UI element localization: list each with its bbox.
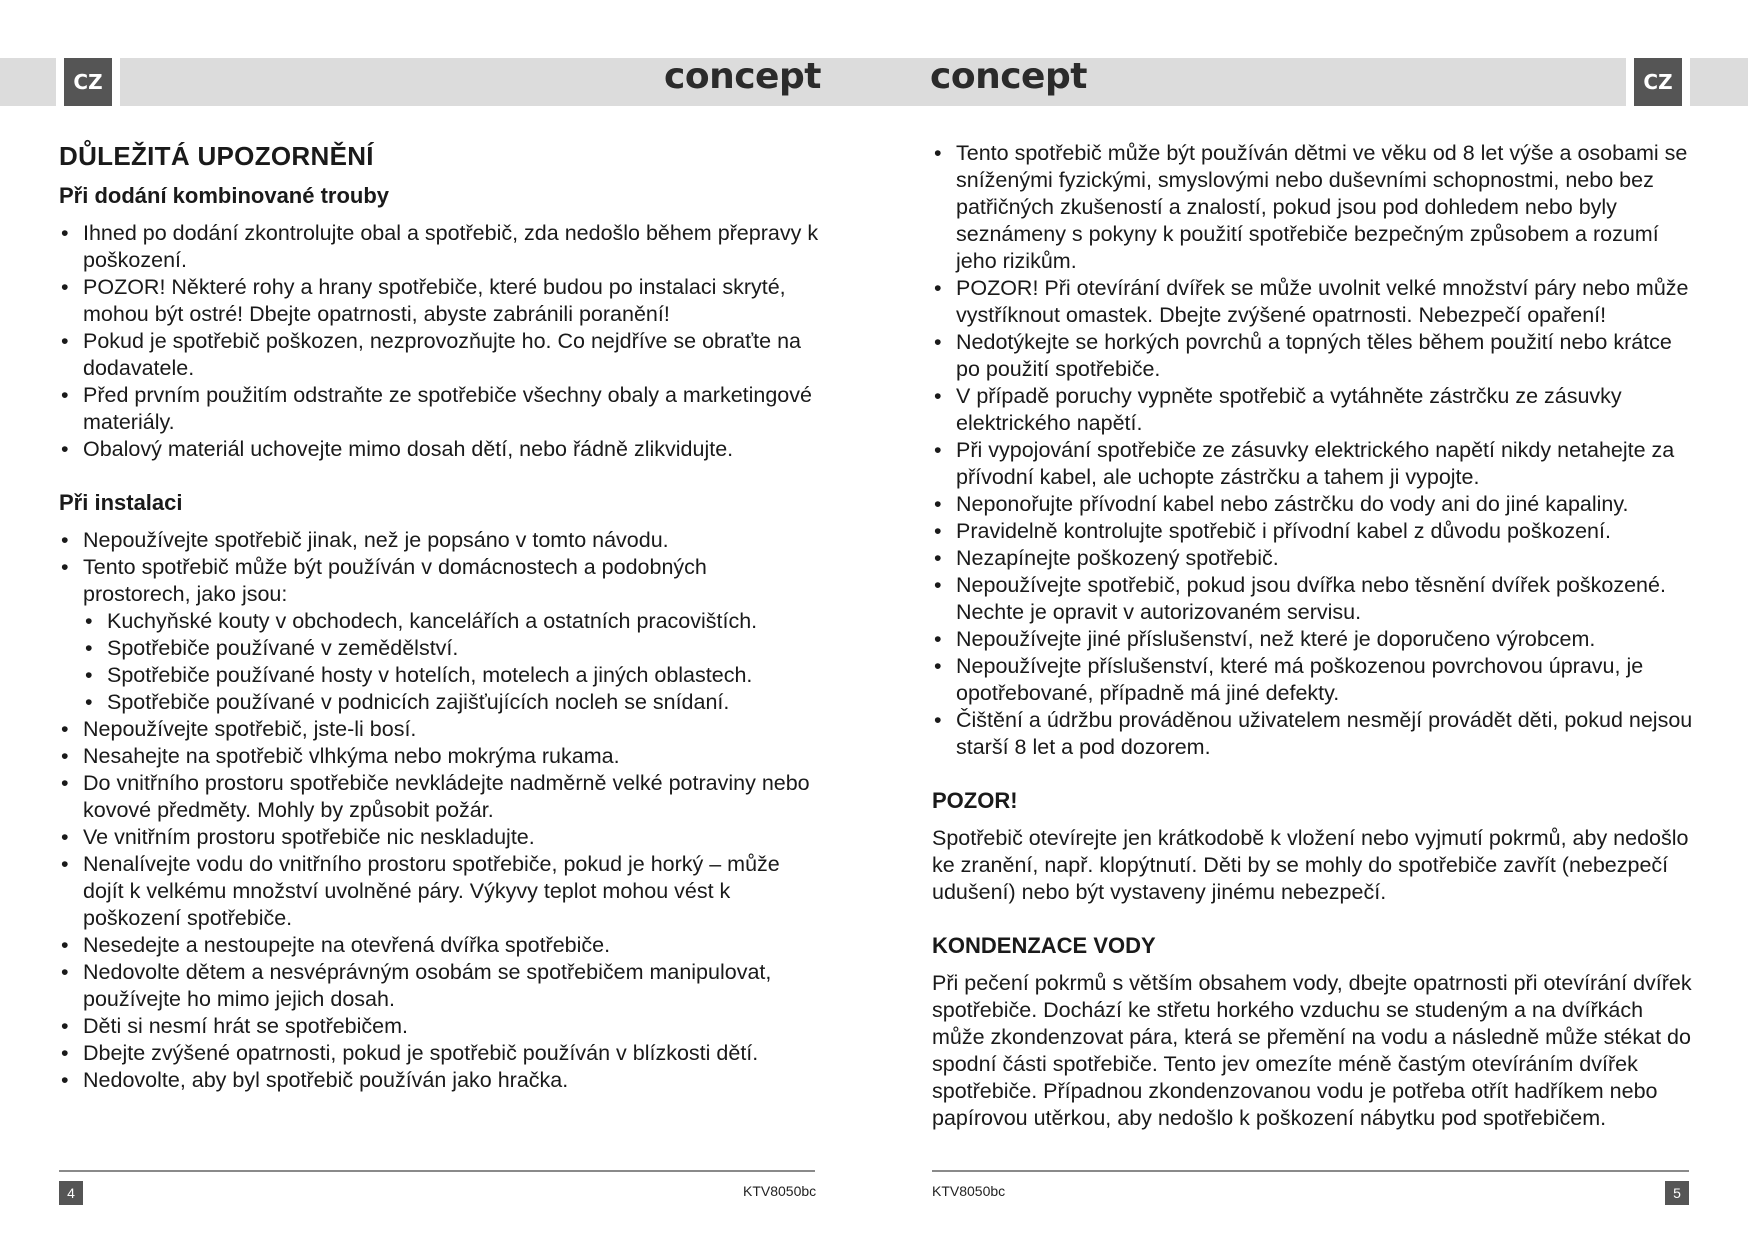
list-item: • V případě poruchy vypněte spotřebič a vytáhněte zástrčku ze zásuvky elektrického napětí.	[932, 383, 1694, 437]
warning-paragraph: Spotřebič otevírejte jen krátkodobě k vložení nebo vyjmutí pokrmů, aby nedošlo ke zranění, např. klopýtnutí. Děti by se mohly do spotřebiče zavřít (nebezpečí udušení) nebo být vystaveny jinému nebezpečí.	[932, 826, 1689, 904]
list-item: • POZOR! Některé rohy a hrany spotřebiče, které budou po instalaci skryté, mohou být ostré! Dbejte opatrnosti, abyste zabránili poranění!	[59, 274, 819, 328]
page-number-right: 5	[1665, 1181, 1689, 1205]
badge-gap	[112, 58, 120, 106]
list-item: • Do vnitřního prostoru spotřebiče nevkládejte nadměrně velké potraviny nebo kovové předměty. Mohly by způsobit požár.	[59, 770, 819, 824]
delivery-heading: Při dodání kombinované trouby	[59, 183, 390, 208]
warning-heading: POZOR!	[932, 788, 1018, 813]
condensation-heading: KONDENZACE VODY	[932, 933, 1156, 958]
badge-gap	[1626, 58, 1634, 106]
left-page-content	[59, 140, 819, 1094]
list-item: • Nesahejte na spotřebič vlhkýma nebo mokrýma rukama.	[59, 743, 819, 770]
list-item: • Nepoužívejte spotřebič, pokud jsou dvířka nebo těsnění dvířek poškozené. Nechte je opravit v autorizovaném servisu.	[932, 572, 1694, 626]
list-item: • Nepoužívejte příslušenství, které má poškozenou povrchovou úpravu, je opotřebované, případně má jiné defekty.	[932, 653, 1694, 707]
list-item: • Nepoužívejte spotřebič jinak, než je popsáno v tomto návodu.	[59, 527, 819, 554]
model-number-left: KTV8050bc	[743, 1183, 817, 1199]
list-item-text: Tento spotřebič může být používán v domácnostech a podobných prostorech, jako jsou:	[83, 555, 707, 606]
list-item: • Nepoužívejte jiné příslušenství, než které je doporučeno výrobcem.	[932, 626, 1694, 653]
nested-list-item: • Spotřebiče používané v zemědělství.	[83, 635, 819, 662]
badge-gap	[1682, 58, 1690, 106]
list-item: • Tento spotřebič může být používán dětmi ve věku od 8 let výše a osobami se sníženými fyzickými, smyslovými nebo duševními schopnostmi, nebo bez patřičných zkušeností a znalostí, pokud jsou pod dohledem nebo byly seznámeny s pokyny k použití spotřebiče bezpečným způsobem a rozumí jeho rizikům.	[932, 140, 1694, 275]
list-item: • Při vypojování spotřebiče ze zásuvky elektrického napětí nikdy netahejte za přívodní kabel, ale uchopte zástrčku a tahem ji vypojte.	[932, 437, 1694, 491]
footer-divider-left	[59, 1170, 815, 1172]
brand-logo-left: concept	[664, 56, 821, 97]
footer-divider-right	[932, 1170, 1689, 1172]
list-item: • Čištění a údržbu prováděnou uživatelem nesmějí provádět děti, pokud nejsou starší 8 let a pod dozorem.	[932, 707, 1694, 761]
language-badge-left: CZ	[64, 58, 112, 106]
list-item: • Děti si nesmí hrát se spotřebičem.	[59, 1013, 819, 1040]
list-item: • Nesedejte a nestoupejte na otevřená dvířka spotřebiče.	[59, 932, 819, 959]
model-number-right: KTV8050bc	[932, 1183, 1006, 1199]
list-item: • Ihned po dodání zkontrolujte obal a spotřebič, zda nedošlo během přepravy k poškození.	[59, 220, 819, 274]
list-item: • Nezapínejte poškozený spotřebič.	[932, 545, 1694, 572]
list-item: • Nedovolte dětem a nesvéprávným osobám se spotřebičem manipulovat, používejte ho mimo jejich dosah.	[59, 959, 819, 1013]
list-item: • Obalový materiál uchovejte mimo dosah dětí, nebo řádně zlikvidujte.	[59, 436, 819, 463]
list-item: • POZOR! Při otevírání dvířek se může uvolnit velké množství páry nebo může vystříknout omastek. Dbejte zvýšené opatrnosti. Nebezpečí opaření!	[932, 275, 1694, 329]
list-item: • Nedotýkejte se horkých povrchů a topných těles během použití nebo krátce po použití spotřebiče.	[932, 329, 1694, 383]
right-page-content	[932, 140, 1694, 1132]
nested-list	[83, 608, 819, 716]
list-item: • Nenalívejte vodu do vnitřního prostoru spotřebiče, pokud je horký – může dojít k velkému množství uvolněné páry. Výkyvy teplot mohou vést k poškození spotřebiče.	[59, 851, 819, 932]
list-item: • Nepoužívejte spotřebič, jste-li bosí.	[59, 716, 819, 743]
language-badge-right: CZ	[1634, 58, 1682, 106]
page-number-left: 4	[59, 1181, 83, 1205]
list-item: • Před prvním použitím odstraňte ze spotřebiče všechny obaly a marketingové materiály.	[59, 382, 819, 436]
nested-list-item: • Spotřebiče používané v podnicích zajišťujících nocleh se snídaní.	[83, 689, 819, 716]
brand-logo-right: concept	[930, 56, 1087, 97]
list-item: • Ve vnitřním prostoru spotřebiče nic neskladujte.	[59, 824, 819, 851]
badge-gap	[56, 58, 64, 106]
nested-list-item: • Kuchyňské kouty v obchodech, kancelářích a ostatních pracovištích.	[83, 608, 819, 635]
safety-list	[932, 140, 1694, 761]
nested-list-item: • Spotřebiče používané hosty v hotelích, motelech a jiných oblastech.	[83, 662, 819, 689]
list-item: • Pokud je spotřebič poškozen, nezprovozňujte ho. Co nejdříve se obraťte na dodavatele.	[59, 328, 819, 382]
install-list	[59, 527, 819, 1094]
install-heading: Při instalaci	[59, 490, 183, 515]
page-title: DŮLEŽITÁ UPOZORNĚNÍ	[59, 141, 374, 171]
list-item: • Dbejte zvýšené opatrnosti, pokud je spotřebič používán v blízkosti dětí.	[59, 1040, 819, 1067]
list-item: • Neponořujte přívodní kabel nebo zástrčku do vody ani do jiné kapaliny.	[932, 491, 1694, 518]
list-item: • Nedovolte, aby byl spotřebič používán jako hračka.	[59, 1067, 819, 1094]
delivery-list	[59, 220, 819, 463]
list-item: • Pravidelně kontrolujte spotřebič i přívodní kabel z důvodu poškození.	[932, 518, 1694, 545]
list-item	[59, 554, 819, 716]
condensation-paragraph: Při pečení pokrmů s větším obsahem vody, dbejte opatrnosti při otevírání dvířek spotřebiče. Dochází ke střetu horkého vzduchu se studeným a na dvířkách může zkondenzovat pára, která se přemění na vodu a následně může stékat do spodní části spotřebiče. Tento jev omezíte méně častým otevíráním dvířek spotřebiče. Případnou zkondenzovanou vodu je potřeba otřít hadříkem nebo papírovou utěrkou, aby nedošlo k poškození nábytku pod spotřebičem.	[932, 971, 1692, 1130]
